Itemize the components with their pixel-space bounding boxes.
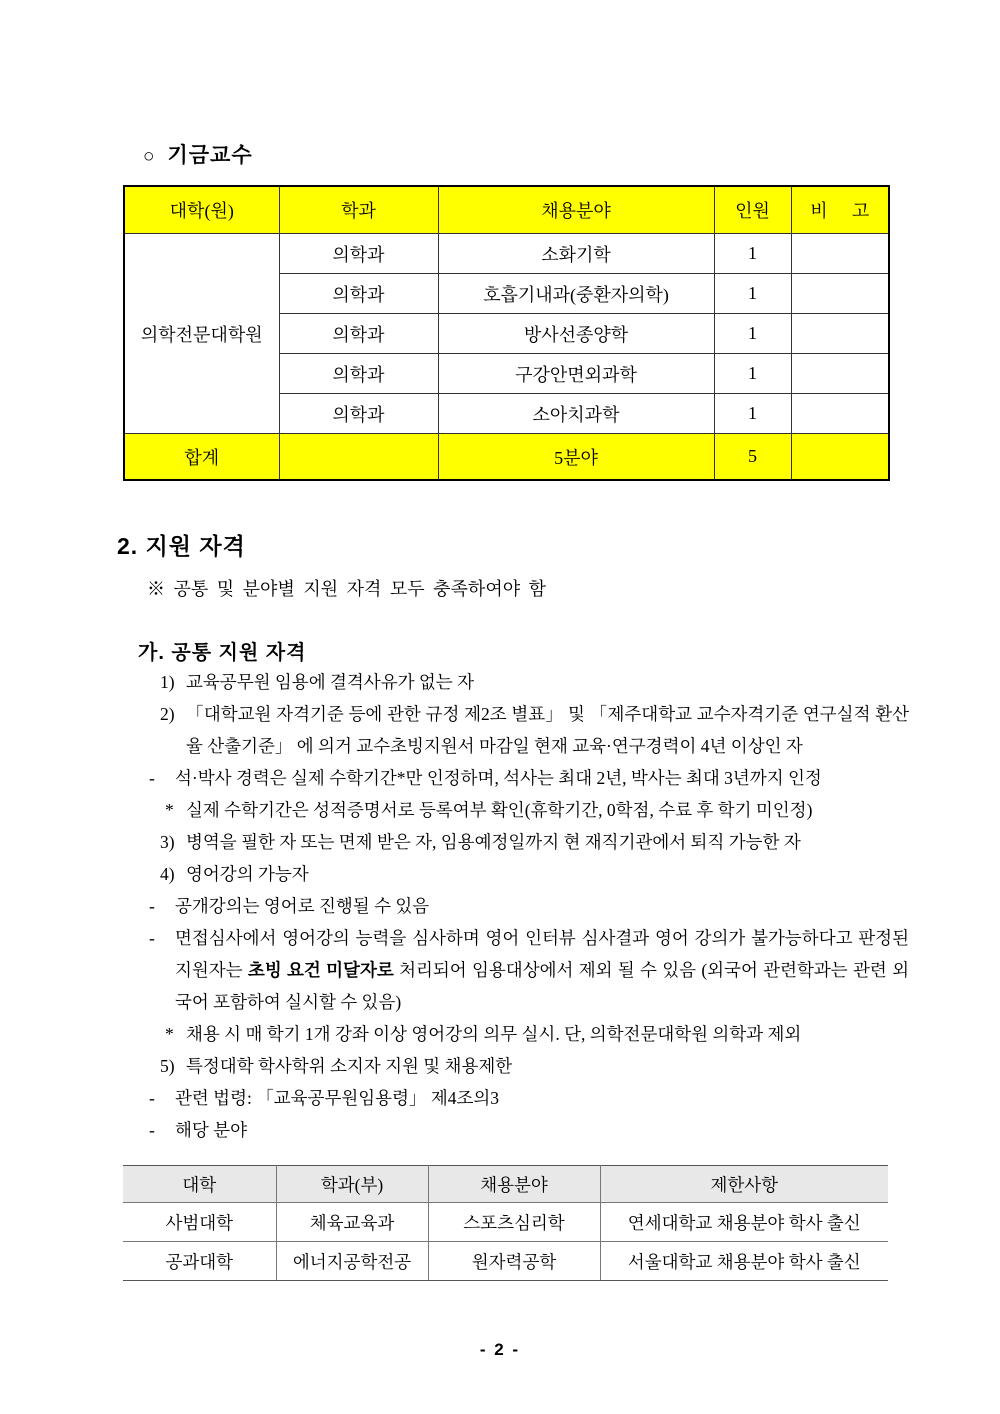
list-marker: 4) — [160, 864, 175, 884]
list-item — [165, 1018, 909, 1050]
list-item — [160, 858, 909, 890]
list-text: 실제 수학기간은 성적증명서로 등록여부 확인(휴학기간, 0학점, 수료 후 학기 미인정) — [186, 800, 813, 820]
note-cell — [791, 234, 889, 274]
restriction-cell: 연세대학교 채용분야 학사 출신 — [600, 1203, 888, 1242]
note-cell — [791, 394, 889, 434]
list-item — [149, 762, 909, 794]
count-cell: 1 — [714, 394, 791, 434]
page-number: - 2 - — [479, 1340, 521, 1359]
total-count-cell: 5 — [714, 434, 791, 481]
list-marker: 3) — [160, 832, 175, 852]
dept-cell: 의학과 — [279, 314, 438, 354]
list-text: 병역을 필한 자 또는 면제 받은 자, 임용예정일까지 현 재직기관에서 퇴직 가능한 자 — [186, 832, 801, 852]
table-row — [123, 1203, 888, 1242]
dept-cell: 체육교육과 — [276, 1203, 428, 1242]
count-cell: 1 — [714, 274, 791, 314]
list-text: 영어강의 가능자 — [186, 864, 309, 884]
total-field-cell: 5분야 — [438, 434, 714, 481]
fund-professor-table — [123, 185, 890, 481]
list-text: 채용 시 매 학기 1개 강좌 이상 영어강의 의무 실시. 단, 의학전문대학원 의학과 제외 — [186, 1024, 802, 1044]
list-text: 석·박사 경력은 실제 수학기간*만 인정하며, 석사는 최대 2년, 박사는 최대 3년까지 인정 — [175, 768, 822, 788]
dept-cell: 의학과 — [279, 234, 438, 274]
restriction-cell: 서울대학교 채용분야 학사 출신 — [600, 1242, 888, 1281]
group-cell-medical-school: 의학전문대학원 — [124, 234, 279, 434]
section2-heading: 2. 지원 자격 — [117, 533, 246, 559]
list-marker: - — [149, 768, 155, 788]
list-item — [149, 890, 909, 922]
list-marker: 2) — [160, 704, 175, 724]
dept-cell: 에너지공학전공 — [276, 1242, 428, 1281]
col-header-field: 채용분야 — [438, 186, 714, 234]
list-marker: 5) — [160, 1056, 175, 1076]
list-marker: - — [149, 896, 155, 916]
field-cell: 소화기학 — [438, 234, 714, 274]
restriction-table — [123, 1165, 888, 1281]
total-note-cell — [791, 434, 889, 481]
list-text — [175, 922, 909, 1018]
col-header-restriction: 제한사항 — [600, 1166, 888, 1203]
college-cell: 사범대학 — [123, 1203, 276, 1242]
list-marker: * — [165, 1024, 174, 1044]
list-text-pre: 면접심사에서 영어강의 능력을 심사하며 영어 인터뷰 심사결과 영어 강의가 불가능하다고 판정된 지원자는 — [175, 928, 909, 980]
common-qualification-heading: 가. 공통 지원 자격 — [138, 642, 307, 664]
table-row — [124, 234, 889, 274]
dept-cell: 의학과 — [279, 274, 438, 314]
list-item — [160, 698, 909, 762]
eligibility-list — [123, 666, 909, 1146]
list-text: 공개강의는 영어로 진행될 수 있음 — [175, 896, 430, 916]
list-marker: - — [149, 928, 155, 948]
col-header-note: 비 고 — [791, 186, 889, 234]
list-text: 관련 법령: 「교육공무원임용령」 제4조의3 — [175, 1088, 500, 1108]
list-text: 「대학교원 자격기준 등에 관한 규정 제2조 별표」 및 「제주대학교 교수자격기준 연구실적 환산율 산출기준」 에 의거 교수초빙지원서 마감일 현재 교육·연구경력이 4년 이상인 자 — [186, 704, 909, 756]
field-cell: 소아치과학 — [438, 394, 714, 434]
col-header-count: 인원 — [714, 186, 791, 234]
list-text-bold: 초빙 요건 미달자로 — [247, 960, 394, 980]
note-cell — [791, 314, 889, 354]
field-cell: 방사선종양학 — [438, 314, 714, 354]
list-marker: - — [149, 1088, 155, 1108]
note-cell — [791, 274, 889, 314]
dept-cell: 의학과 — [279, 394, 438, 434]
table-row — [123, 1242, 888, 1281]
fund-table-total-row — [124, 434, 889, 481]
list-text: 특정대학 학사학위 소지자 지원 및 채용제한 — [186, 1056, 513, 1076]
list-marker: - — [149, 1120, 155, 1140]
list-item — [149, 1114, 909, 1146]
circle-bullet-icon: ○ — [143, 146, 156, 167]
col-header-college: 대학(원) — [124, 186, 279, 234]
field-cell: 구강안면외과학 — [438, 354, 714, 394]
list-marker: * — [165, 800, 174, 820]
col-header-college: 대학 — [123, 1166, 276, 1203]
fund-professor-heading — [143, 139, 253, 169]
field-cell: 호흡기내과(중환자의학) — [438, 274, 714, 314]
total-label-cell: 합계 — [124, 434, 279, 481]
restriction-table-header-row — [123, 1166, 888, 1203]
count-cell: 1 — [714, 354, 791, 394]
fund-table-header-row — [124, 186, 889, 234]
list-item — [160, 1050, 909, 1082]
total-dept-cell — [279, 434, 438, 481]
col-header-field: 채용분야 — [428, 1166, 600, 1203]
col-header-dept: 학과(부) — [276, 1166, 428, 1203]
field-cell: 스포츠심리학 — [428, 1203, 600, 1242]
count-cell: 1 — [714, 234, 791, 274]
list-item — [160, 826, 909, 858]
list-marker: 1) — [160, 672, 175, 692]
col-header-dept: 학과 — [279, 186, 438, 234]
list-item — [160, 666, 909, 698]
field-cell: 원자력공학 — [428, 1242, 600, 1281]
fund-professor-heading-text: 기금교수 — [167, 144, 253, 167]
list-item — [165, 794, 909, 826]
college-cell: 공과대학 — [123, 1242, 276, 1281]
list-text: 교육공무원 임용에 결격사유가 없는 자 — [186, 672, 474, 692]
section2-note: ※ 공통 및 분야별 지원 자격 모두 충족하여야 함 — [147, 579, 546, 599]
note-cell — [791, 354, 889, 394]
list-item — [149, 1082, 909, 1114]
dept-cell: 의학과 — [279, 354, 438, 394]
list-text: 해당 분야 — [175, 1120, 247, 1140]
list-item — [149, 922, 909, 1018]
list-text-post: 처리되어 임용대상에서 제외 될 수 있음 (외국어 관련학과는 관련 외국어 포함하여 실시할 수 있음) — [175, 960, 909, 1012]
count-cell: 1 — [714, 314, 791, 354]
